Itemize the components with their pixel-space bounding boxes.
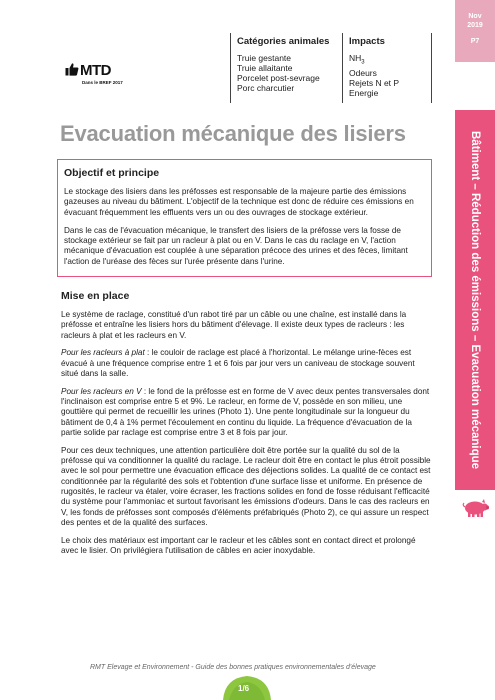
body-paragraph: Pour ces deux techniques, une attention particulière doit être portée sur la qualité du sol de la préfosse qui va conditionner la qualité du raclage. Le racleur doit être en contact le plus étroit possible avec le sol pour permettre une évacuation efficace des déjections solides. La qualité de ce contact est conditionnée par la régularité des sols et l'obtention d'une surface lisse et uniforme. En présence de rugosités, le racleur va étaler, voire écraser, les fractions solides en fond de fosse réduisant l'efficacité du système pour l'ammoniac et surtout favorisant les émissions d'odeurs. Dans le cas des racleurs en V, les fonds de préfosses sont composés d'éléments préfabriqués (Photo 2), ce qui assure un respect des pentes et de la qualité des surfaces. bbox=[61, 445, 431, 527]
sidebar-vertical-title bbox=[455, 110, 495, 490]
paragraph-lead: Pour les racleurs en V bbox=[61, 386, 142, 396]
impacts bbox=[342, 33, 432, 103]
nh3-subscript: 3 bbox=[361, 59, 365, 66]
paragraph-text: : le couloir de raclage est placé à l'horizontal. Le mélange urine-fèces est évacué à une fréquence comprise entre 1 et 6 fois par jour vers un caniveau de stockage souvent situé dans la salle. bbox=[61, 348, 415, 378]
objective-box bbox=[57, 159, 432, 277]
animal-item: Truie gestante bbox=[237, 53, 292, 63]
impact-item: Rejets N et P bbox=[349, 77, 400, 88]
mtd-logo bbox=[62, 58, 132, 90]
paragraph-text: : le fond de la préfosse est en forme de V avec deux pentes transversales dont l'inclinaison est comprise entre 5 et 9%. Le racleur, en forme de V, possède en son milieu, une gouttière qui permet de recueillir les urines (Photo 1). Une pente longitudinale sur la longueur du bâtiment de 0,4 à 1% permet l'écoulement en continu du liquide. La fréquence d'évacuation de la partie solide par raclage est comprise entre 3 et 8 fois par jour. bbox=[61, 386, 430, 437]
date-label: Nov 2019 bbox=[467, 13, 483, 29]
body-paragraph: Le choix des matériaux est important car le racleur et les câbles sont en contact direct et prolongé avec le lisier. On privilégiera l'utilisation de câbles en acier inoxydable. bbox=[61, 535, 416, 555]
logo-text: MTD bbox=[80, 62, 111, 79]
page-number: 1/6 bbox=[238, 684, 250, 693]
body-paragraph bbox=[61, 387, 431, 438]
right-sidebar bbox=[455, 0, 495, 700]
logo-subtitle: Dans le BREF 2017 bbox=[82, 80, 123, 85]
objective-title: Objectif et principe bbox=[64, 167, 160, 179]
impact-nh3: NH bbox=[349, 53, 362, 63]
page-title: Evacuation mécanique des lisiers bbox=[60, 121, 406, 146]
animal-item: Truie allaitante bbox=[237, 63, 293, 73]
animal-item: Porc charcutier bbox=[237, 83, 295, 93]
objective-paragraph: Le stockage des lisiers dans les préfosses est responsable de la majeure partie des émissions gazeuses au niveau du bâtiment. L'objectif de la technique est donc de réduire ces émissions en évacuant fréquemment les effluents vers un ou des ouvrages de stockage extérieur. bbox=[64, 187, 414, 217]
date-tab bbox=[455, 0, 495, 62]
body-paragraph: Le système de raclage, constitué d'un rabot tiré par un câble ou une chaîne, est installé dans la préfosse et entraîne les lisiers hors du bâtiment d'élevage. Il existe deux types de racleurs : les racleurs à plat et les racleurs en V. bbox=[61, 310, 407, 340]
paragraph-lead: Pour les racleurs à plat bbox=[61, 348, 145, 358]
animal-categories bbox=[230, 33, 340, 103]
header-box bbox=[230, 33, 433, 103]
page-code: P7 bbox=[470, 38, 480, 45]
objective-paragraph: Dans le cas de l'évacuation mécanique, le transfert des lisiers de la préfosse vers la fosse de stockage extérieur se fait par un racleur à plat ou en V. Dans le cas du raclage en V, l'action mécanique d'évacuation est couplée à une séparation précoce des urines et des fèces, limitant l'action de l'uréase des fèces sur l'urée présente dans l'urine. bbox=[64, 225, 408, 266]
thumbs-up-icon bbox=[65, 62, 79, 76]
impacts-title: Impacts bbox=[349, 36, 385, 47]
body-paragraph bbox=[61, 348, 431, 379]
impact-item bbox=[349, 53, 431, 68]
section-title: Mise en place bbox=[61, 290, 130, 302]
animal-item: Porcelet post-sevrage bbox=[237, 73, 320, 83]
vertical-title-text: Bâtiment – Réduction des émissions – Evacuation mécanique bbox=[469, 130, 481, 470]
footer-text: RMT Elevage et Environnement - Guide des bonnes pratiques environnementales d'élevage bbox=[90, 664, 376, 671]
pig-icon bbox=[461, 498, 489, 518]
body-text bbox=[61, 310, 431, 564]
impact-item: Odeurs bbox=[349, 67, 377, 78]
impact-item: Energie bbox=[349, 87, 379, 98]
animal-categories-title: Catégories animales bbox=[237, 36, 330, 47]
